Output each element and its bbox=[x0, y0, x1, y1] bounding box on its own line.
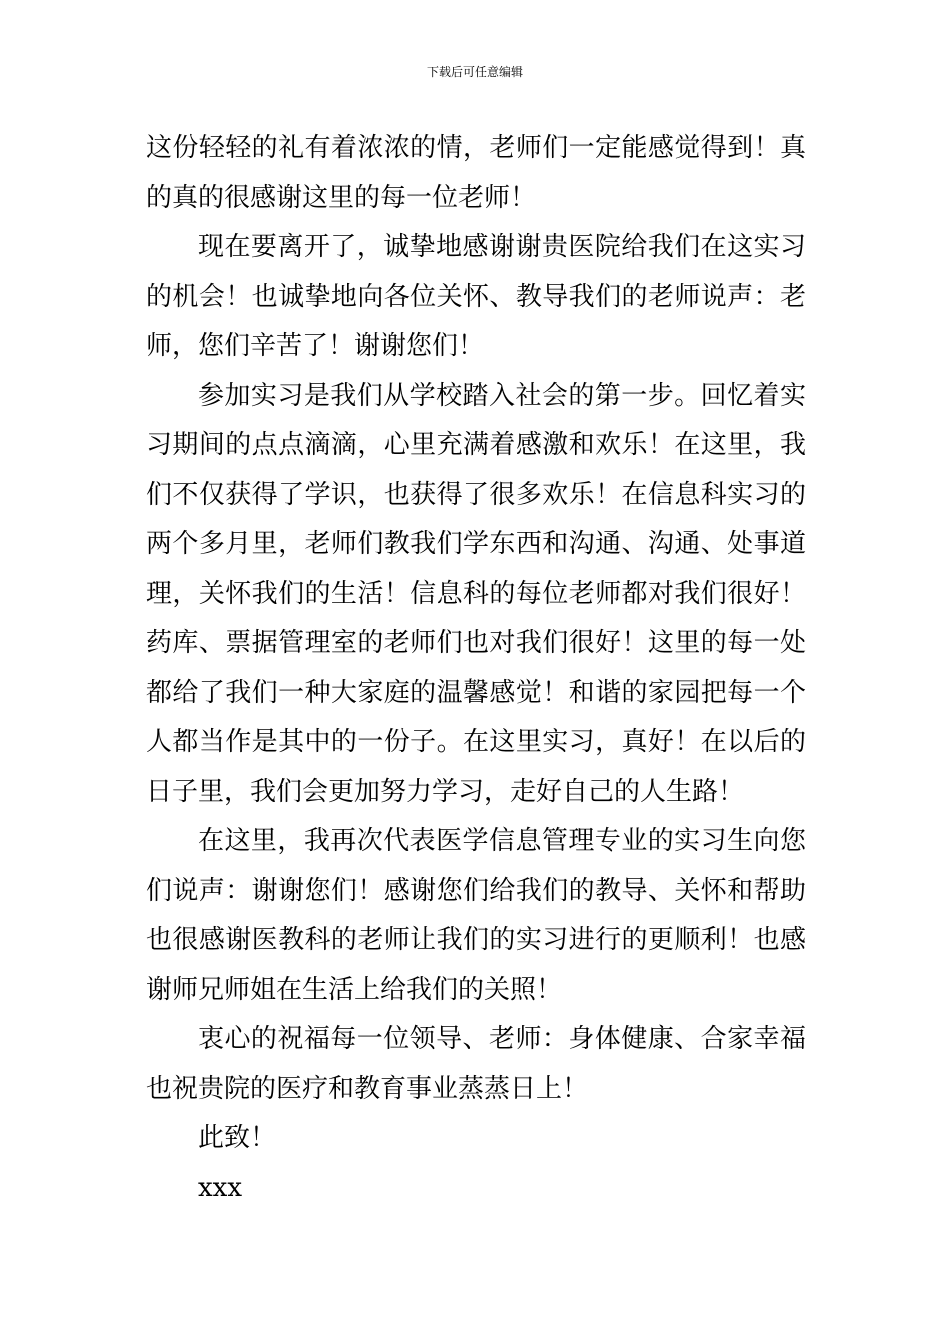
paragraph-internship-memories: 参加实习是我们从学校踏入社会的第一步。回忆着实习期间的点点滴滴，心里充满着感激和欢乐！在这里，我们不仅获得了学识，也获得了很多欢乐！在信息科实习的两个多月里，老师们教我们学东西和沟通、沟通、处事道理，关怀我们的生活！信息科的每位老师都对我们很好！药库、票据管理室的老师们也对我们很好！这里的每一处都给了我们一种大家庭的温馨感觉！和谐的家园把每一个人都当作是其中的一份子。在这里实习，真好！在以后的日子里，我们会更加努力学习，走好自己的人生路！ bbox=[146, 380, 806, 807]
page-header: 下载后可任意编辑 bbox=[426, 65, 523, 79]
paragraph-leaving: 现在要离开了，诚挚地感谢谢贵医院给我们在这实习的机会！也诚挚地向各位关怀、教导我们的老师说声：老师，您们辛苦了！谢谢您们！ bbox=[146, 232, 806, 361]
closing-salutation: 此致！ bbox=[198, 1123, 277, 1153]
paragraph-gratitude: 在这里，我再次代表医学信息管理专业的实习生向您们说声：谢谢您们！感谢您们给我们的教导、关怀和帮助也很感谢医教科的老师让我们的实习进行的更顺利！也感谢师兄师姐在生活上给我们的关照！ bbox=[146, 826, 806, 1005]
paragraph-thanks-continued: 这份轻轻的礼有着浓浓的情，老师们一定能感觉得到！真的真的很感谢这里的每一位老师！ bbox=[146, 133, 806, 213]
letter-body bbox=[146, 124, 806, 1213]
paragraph-wishes: 衷心的祝福每一位领导、老师：身体健康、合家幸福也祝贵院的医疗和教育事业蒸蒸日上！ bbox=[146, 1024, 806, 1104]
signature: xxx bbox=[198, 1172, 242, 1203]
